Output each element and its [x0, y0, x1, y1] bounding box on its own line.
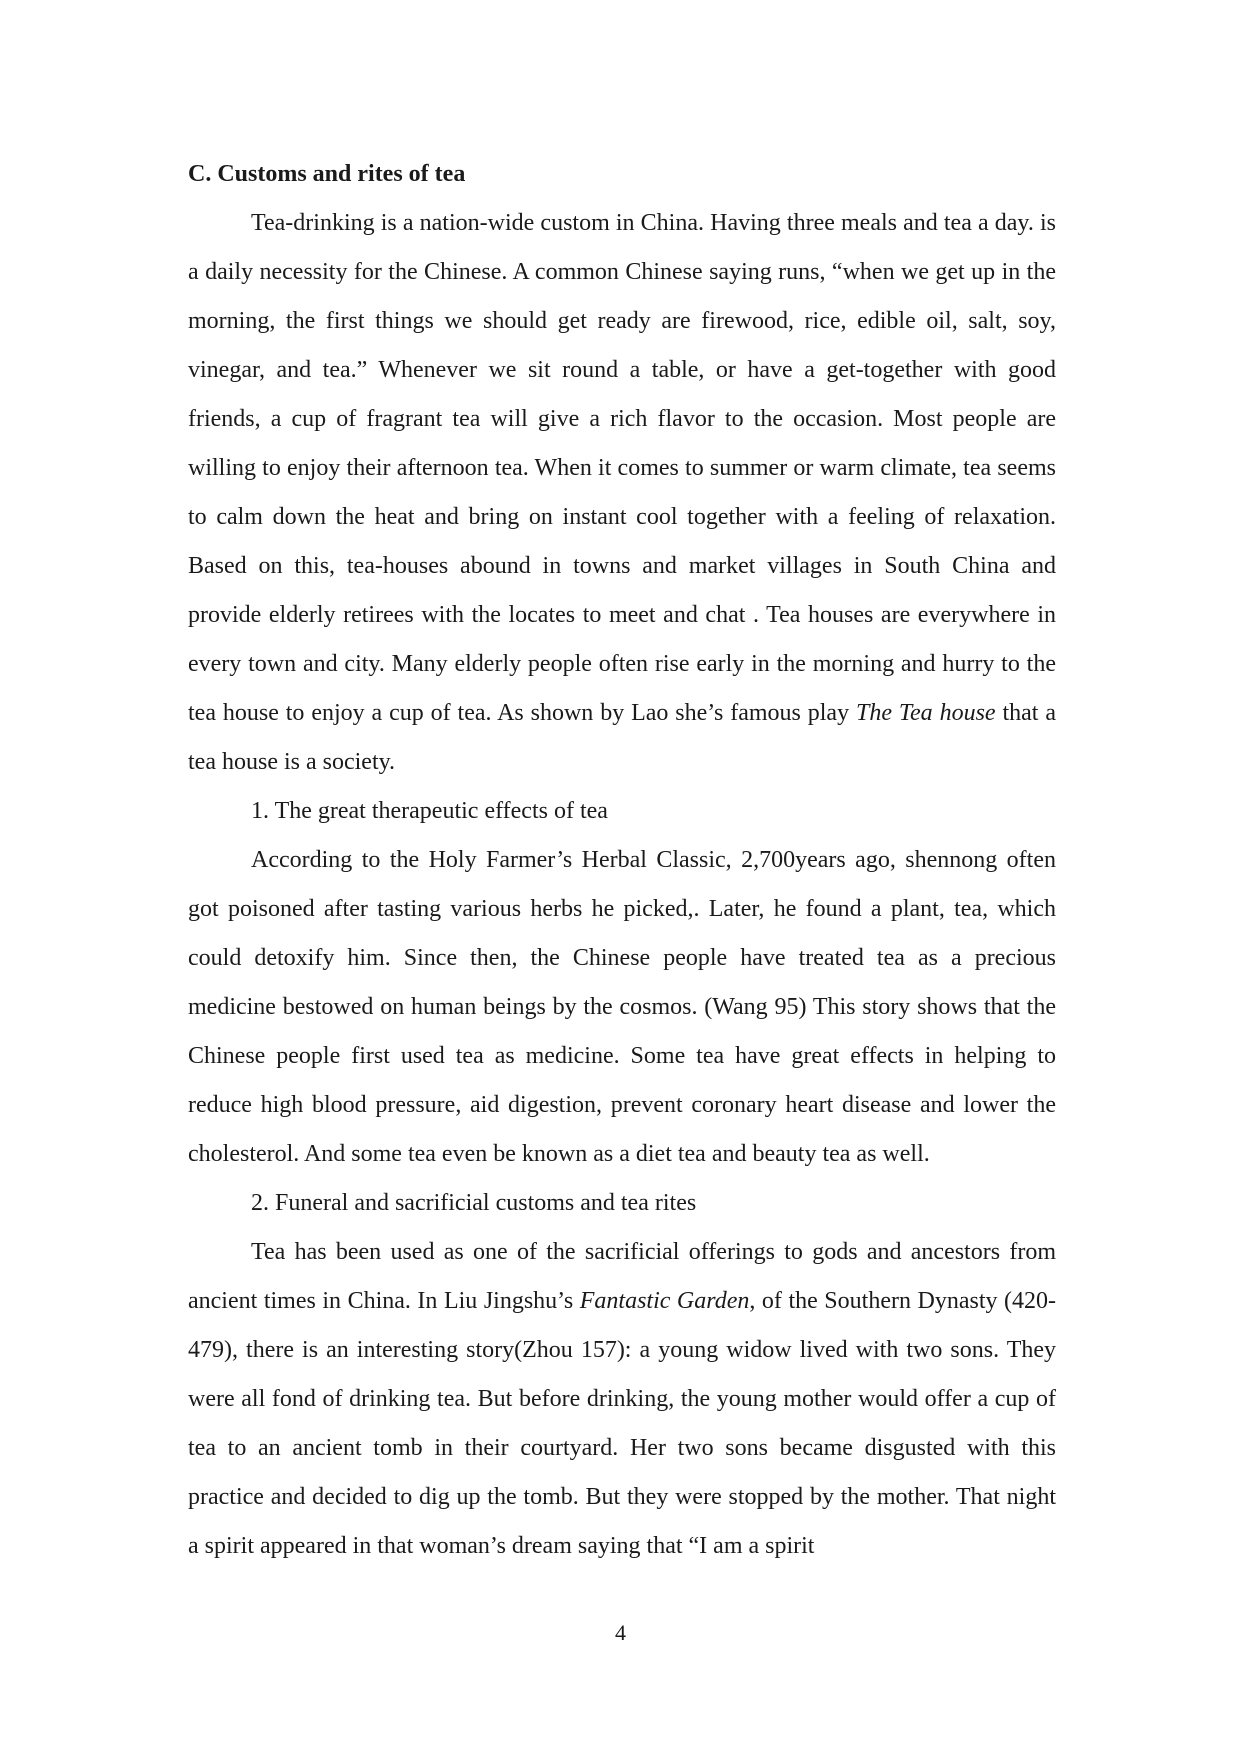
- subheading-funeral-customs: 2. Funeral and sacrificial customs and tea rites: [251, 1190, 697, 1216]
- section-heading: C. Customs and rites of tea: [188, 161, 466, 187]
- document-body: [188, 150, 1056, 1571]
- paragraph-text: , of the Southern Dynasty (420-479), there is an interesting story(Zhou 157): a young widow lived with two sons. They were all fond of drinking tea. But before drinking, the young mother would offer a cup of tea to an ancient tomb in their courtyard. Her two sons became disgusted with this practice and decided to dig up the tomb. But they were stopped by the mother. That night a spirit appeared in that woman’s dream saying that “I am a spirit: [188, 1288, 1057, 1559]
- paragraph-therapeutic-effects: According to the Holy Farmer’s Herbal Classic, 2,700years ago, shennong often got poisoned after tasting various herbs he picked,. Later, he found a plant, tea, which could detoxify him. Since then, the Chinese people have treated tea as a precious medicine bestowed on human beings by the cosmos. (Wang 95) This story shows that the Chinese people first used tea as medicine. Some tea have great effects in helping to reduce high blood pressure, aid digestion, prevent coronary heart disease and lower the cholesterol. And some tea even be known as a diet tea and beauty tea as well.: [188, 847, 1056, 1167]
- paragraph-text: Tea-drinking is a nation-wide custom in China. Having three meals and tea a day. is a daily necessity for the Chinese. A common Chinese saying runs, “when we get up in the morning, the first things we should get ready are firewood, rice, edible oil, salt, soy, vinegar, and tea.” Whenever we sit round a table, or have a get-together with good friends, a cup of fragrant tea will give a rich flavor to the occasion. Most people are willing to enjoy their afternoon tea. When it comes to summer or warm climate, tea seems to calm down the heat and bring on instant cool together with a feeling of relaxation. Based on this, tea-houses abound in towns and market villages in South China and provide elderly retirees with the locates to meet and chat . Tea houses are everywhere in every town and city. Many elderly people often rise early in the morning and hurry to the tea house to enjoy a cup of tea. As shown by Lao she’s famous play: [188, 210, 1056, 726]
- paragraph-funeral-customs: [188, 1228, 1056, 1571]
- book-title: Fantastic Garden: [579, 1288, 750, 1314]
- paragraph-tea-drinking-custom: [188, 199, 1056, 787]
- page-number: 4: [615, 1620, 626, 1645]
- subheading-therapeutic-effects: 1. The great therapeutic effects of tea: [251, 798, 608, 824]
- play-title: The Tea house: [855, 700, 996, 726]
- paragraph-text: Tea has been used as one of the sacrificial offerings to gods and ancestors from ancient times in China. In Liu Jingshu’s: [188, 1239, 1056, 1314]
- paragraph-text: that a tea house is a society.: [188, 700, 1057, 775]
